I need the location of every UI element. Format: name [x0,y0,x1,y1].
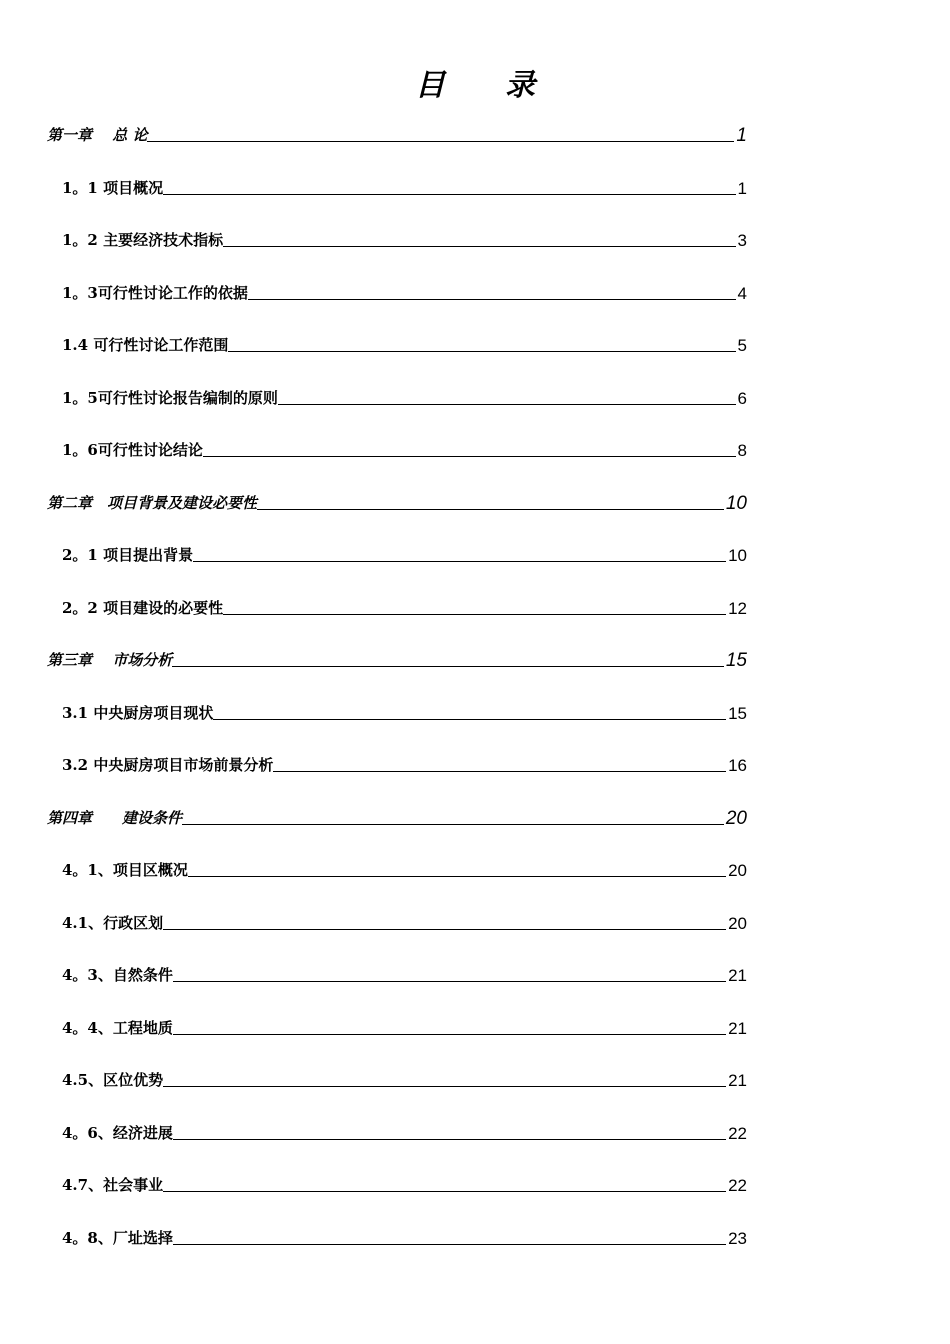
toc-entry-label: 1。6可行性讨论结论 [62,441,203,459]
toc-page-number: 6 [737,389,747,408]
toc-entry-label: 4。8、厂址选择 [62,1229,173,1247]
toc-entry-section[interactable] [62,1223,747,1249]
toc-leader-line [182,823,724,825]
toc-page-number: 20 [728,914,747,933]
toc-entry-label: 4.5、区位优势 [62,1071,164,1089]
toc-leader-line [188,875,726,877]
toc-page-number: 23 [728,1229,747,1248]
toc-page-number: 12 [728,599,747,618]
toc-entry-chapter-3[interactable] [47,645,747,671]
toc-leader-line [193,560,726,562]
toc-entry-label: 第四章 建设条件 [47,809,183,827]
toc-page-number: 21 [728,966,747,985]
toc-leader-line [163,928,726,930]
toc-entry-chapter-2[interactable] [47,488,747,514]
toc-entry-section[interactable] [62,383,747,409]
toc-page-number: 5 [737,336,747,355]
toc-entry-label: 1.4 可行性讨论工作范围 [62,336,229,354]
toc-page-number: 4 [737,284,747,303]
toc-page-number: 15 [725,650,747,671]
toc-entry-label: 1。5可行性讨论报告编制的原则 [62,389,278,407]
toc-entry-section[interactable] [62,750,747,776]
toc-entry-label: 4。6、经济进展 [62,1124,173,1142]
toc-leader-line [173,1033,726,1035]
toc-entry-label: 3.1 中央厨房项目现状 [62,704,214,722]
toc-entry-label: 1。1 项目概况 [62,179,164,197]
toc-entry-section[interactable] [62,330,747,356]
toc-entry-section[interactable] [62,173,747,199]
toc-entry-section[interactable] [62,593,747,619]
toc-entry-section[interactable] [62,908,747,934]
toc-page-number: 10 [725,493,747,514]
toc-entry-section[interactable] [62,435,747,461]
toc-entry-chapter-4[interactable] [47,803,747,829]
toc-entry-label: 第二章 项目背景及建设必要性 [47,494,258,512]
toc-entry-section[interactable] [62,278,747,304]
toc-leader-line [163,193,735,195]
toc-entry-label: 3.2 中央厨房项目市场前景分析 [62,756,274,774]
toc-page-number: 21 [728,1019,747,1038]
page-title: 目录 [415,68,595,103]
toc-page-number: 20 [728,861,747,880]
toc-leader-line [172,665,724,667]
toc-leader-line [278,403,736,405]
toc-leader-line [173,980,726,982]
toc-page-number: 20 [725,808,747,829]
toc-page-number: 3 [737,231,747,250]
toc-leader-line [223,613,726,615]
toc-leader-line [223,245,735,247]
toc-entry-label: 第三章 市场分析 [47,651,173,669]
toc-entry-label: 4.1、行政区划 [62,914,164,932]
toc-page-number: 1 [736,125,747,146]
toc-entry-label: 第一章 总 论 [47,126,148,144]
toc-entry-chapter-1[interactable] [47,120,747,146]
toc-entry-label: 1。2 主要经济技术指标 [62,231,224,249]
toc-page-number: 1 [737,179,747,198]
toc-entry-section[interactable] [62,1013,747,1039]
toc-leader-line [173,1243,726,1245]
toc-entry-label: 2。2 项目建设的必要性 [62,599,224,617]
toc-page-number: 15 [728,704,747,723]
toc-page-number: 21 [728,1071,747,1090]
toc-entry-section[interactable] [62,698,747,724]
toc-entry-label: 2。1 项目提出背景 [62,546,194,564]
toc-leader-line [173,1138,726,1140]
toc-entry-section[interactable] [62,855,747,881]
toc-leader-line [203,455,736,457]
toc-entry-section[interactable] [62,540,747,566]
toc-leader-line [163,1085,726,1087]
toc-entry-section[interactable] [62,225,747,251]
toc-page-number: 22 [728,1176,747,1195]
toc-page-number: 16 [728,756,747,775]
toc-entry-label: 4.7、社会事业 [62,1176,164,1194]
toc-leader-line [163,1190,726,1192]
toc-entry-section[interactable] [62,960,747,986]
toc-entry-section[interactable] [62,1065,747,1091]
toc-page-number: 22 [728,1124,747,1143]
toc-entry-section[interactable] [62,1118,747,1144]
toc-leader-line [228,350,735,352]
toc-leader-line [213,718,726,720]
toc-entry-label: 1。3可行性讨论工作的依据 [62,284,248,302]
toc-leader-line [248,298,736,300]
toc-entry-section[interactable] [62,1170,747,1196]
toc-leader-line [257,508,724,510]
toc-leader-line [147,140,734,142]
toc-entry-label: 4。1、项目区概况 [62,861,188,879]
toc-page-number: 8 [737,441,747,460]
toc-page-number: 10 [728,546,747,565]
toc-entry-label: 4。4、工程地质 [62,1019,173,1037]
toc-entry-label: 4。3、自然条件 [62,966,173,984]
toc-leader-line [273,770,726,772]
